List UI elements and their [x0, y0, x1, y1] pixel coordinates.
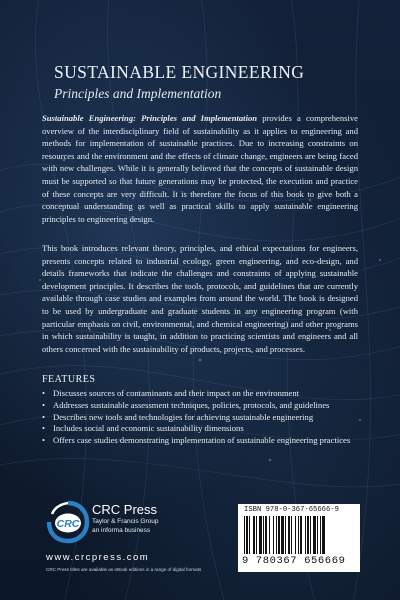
crc-logo-lettering: CRC [56, 518, 80, 530]
book-subtitle: Principles and Implementation [54, 86, 222, 101]
barcode-bar [322, 516, 325, 554]
barcode-bar [253, 516, 255, 554]
barcode-bar [278, 516, 280, 554]
isbn-label: ISBN 978-0-367-65666-9 [244, 506, 339, 514]
features-section [42, 374, 358, 447]
publisher-business: an informa business [92, 527, 151, 534]
publisher-block [92, 502, 212, 535]
paragraph-1-text: provides a comprehensive overview of the interdisciplinary field of sustainability as it applies to engineering and methods for implementation of sustainable practices. Due to increasing constraints on resources and the environment and the effects of climate change, engineers are being faced with new challenges. While it is generally believed that the concepts of sustainable design must be supported so that future generations may be protected, the execution and practice of these concepts are very difficult. It is therefore the focus of this book to give both a conceptual understanding as well as practical skills to apply sustainable engineering principles to engineering design. [42, 113, 358, 224]
barcode-bar [256, 516, 257, 554]
barcode-bar [276, 516, 277, 554]
barcode-bar [288, 516, 290, 554]
barcode-image [244, 516, 354, 554]
publisher-name: CRC Press [92, 502, 158, 517]
barcode-bar [300, 516, 302, 554]
barcode-bar [273, 516, 274, 554]
barcode-digits: 9 780367 656669 [242, 555, 346, 567]
barcode-bar [310, 516, 311, 554]
barcode-bar [281, 516, 284, 554]
barcode-bar [298, 516, 299, 554]
barcode-bar [317, 516, 318, 554]
paragraph-book-title: Sustainable Engineering: Principles and Implementation [42, 113, 258, 123]
barcode-bar [244, 516, 245, 554]
barcode-bar [249, 516, 250, 554]
ebook-fine-print: CRC Press titles are available as eBook editions in a range of digital formats [46, 567, 202, 572]
description-paragraph-1 [42, 112, 358, 225]
barcode-bar [269, 516, 270, 554]
barcode-bar [246, 516, 248, 554]
publisher-group: Taylor & Francis Group [92, 518, 159, 525]
description-paragraph-2: This book introduces relevant theory, principles, and ethical expectations for engineers, presents concepts related to industrial ecology, green engineering, and eco-design, and details frameworks that indicate the challenges and constraints of applying sustainable development principles. It describes the tools, protocols, and guidelines that are currently available through case studies and examples from around the world. The book is designed to be used by undergraduate and graduate students in any engineering program (with particular emphasis on civil, environmental, and chemical engineering) and other programs in which sustainability is taught, in addition to practicing scientists and engineers and all others concerned with the sustainability of products, projects, and processes. [42, 243, 358, 354]
title-block [54, 62, 374, 102]
barcode-bar [263, 516, 264, 554]
barcode-box [238, 504, 360, 572]
crc-press-logo [46, 500, 90, 544]
barcode-bar [259, 516, 262, 554]
barcode-bar [307, 516, 309, 554]
barcode-bar [313, 516, 316, 554]
barcode-bar [291, 516, 292, 554]
features-list [42, 388, 358, 447]
feature-item: • Offers case studies demonstrating implementation of sustainable engineering practices [42, 435, 358, 447]
book-title: SUSTAINABLE ENGINEERING [54, 62, 305, 82]
barcode-bar [285, 516, 286, 554]
barcode-bar [295, 516, 296, 554]
barcode-bar [305, 516, 306, 554]
barcode-bar [265, 516, 267, 554]
barcode-bar [320, 516, 321, 554]
features-heading: FEATURES [42, 374, 96, 385]
publisher-website: www.crcpress.com [46, 552, 150, 563]
feature-item: • Discusses sources of contaminants and their impact on the environment [42, 388, 358, 400]
feature-item: • Describes new tools and technologies for achieving sustainable engineering [42, 412, 358, 424]
feature-item: • Includes social and economic sustainability dimensions [42, 423, 358, 435]
feature-item: • Addresses sustainable assessment techniques, policies, protocols, and guidelines [42, 400, 358, 412]
